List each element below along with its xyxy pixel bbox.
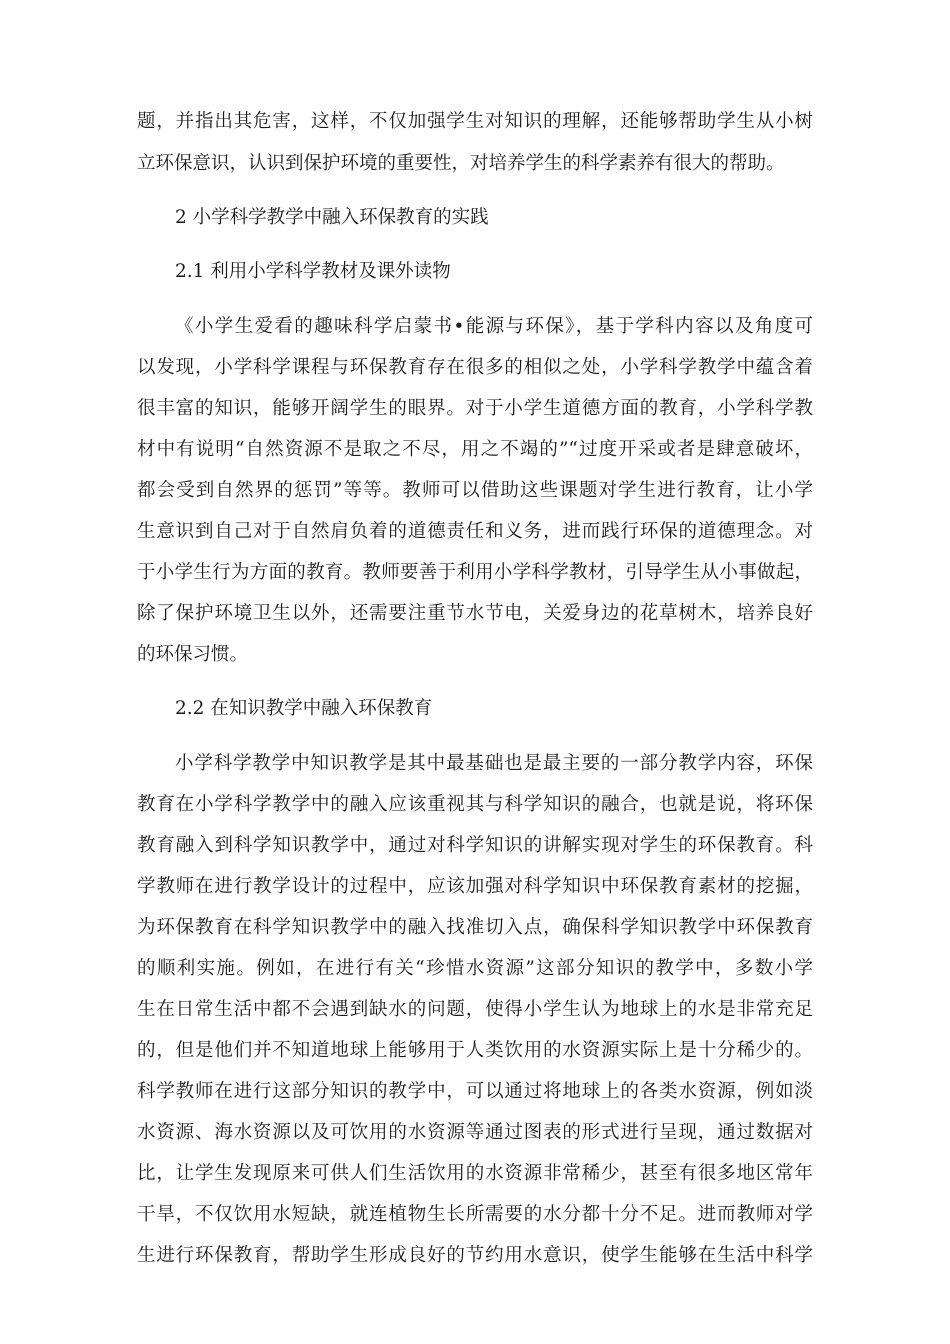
paragraph-line: 干旱，不仅饮用水短缺，就连植物生长所需要的水分都十分不足。进而教师对学 bbox=[137, 1204, 813, 1225]
paragraph-line: 教育在小学科学教学中的融入应该重视其与科学知识的融合，也就是说，将环保 bbox=[137, 794, 813, 815]
paragraph-line: 为环保教育在科学知识教学中的融入找准切入点，确保科学知识教学中环保教育 bbox=[137, 917, 813, 938]
paragraph-line: 的环保习惯。 bbox=[137, 644, 249, 665]
paragraph-line: 科学教师在进行这部分知识的教学中，可以通过将地球上的各类水资源，例如淡 bbox=[137, 1081, 813, 1102]
paragraph-line: 生在日常生活中都不会遇到缺水的问题，使得小学生认为地球上的水是非常充足 bbox=[137, 999, 813, 1020]
paragraph-line: 立环保意识，认识到保护环境的重要性，对培养学生的科学素养有很大的帮助。 bbox=[137, 153, 785, 174]
paragraph-line: 以发现，小学科学课程与环保教育存在很多的相似之处，小学科学教学中蕴含着 bbox=[137, 357, 813, 378]
paragraph-line: 生意识到自己对于自然肩负着的道德责任和义务，进而践行环保的道德理念。对 bbox=[137, 521, 813, 542]
paragraph-line: 教育融入到科学知识教学中，通过对科学知识的讲解实现对学生的环保教育。科 bbox=[137, 835, 813, 856]
paragraph-line: 的，但是他们并不知道地球上能够用于人类饮用的水资源实际上是十分稀少的。 bbox=[137, 1040, 813, 1061]
subsection-heading: 2.1 利用小学科学教材及课外读物 bbox=[175, 261, 451, 282]
paragraph-line: 材中有说明“自然资源不是取之不尽，用之不竭的”“过度开采或者是肆意破坏， bbox=[137, 439, 813, 460]
paragraph-line: 比，让学生发现原来可供人们生活饮用的水资源非常稀少，甚至有很多地区常年 bbox=[137, 1163, 813, 1184]
paragraph-line: 水资源、海水资源以及可饮用的水资源等通过图表的形式进行呈现，通过数据对 bbox=[137, 1122, 813, 1143]
paragraph-line: 都会受到自然界的惩罚”等等。教师可以借助这些课题对学生进行教育，让小学 bbox=[137, 480, 813, 501]
paragraph-line: 生进行环保教育，帮助学生形成良好的节约用水意识，使学生能够在生活中科学 bbox=[137, 1245, 813, 1266]
subsection-heading: 2.2 在知识教学中融入环保教育 bbox=[175, 698, 433, 719]
paragraph-line: 题，并指出其危害，这样，不仅加强学生对知识的理解，还能够帮助学生从小树 bbox=[137, 111, 813, 132]
paragraph-line: 的顺利实施。例如，在进行有关“珍惜水资源”这部分知识的教学中，多数小学 bbox=[137, 958, 813, 979]
paragraph-line: 《小学生爱看的趣味科学启蒙书•能源与环保》，基于学科内容以及角度可 bbox=[175, 316, 813, 337]
paragraph-line: 于小学生行为方面的教育。教师要善于利用小学科学教材，引导学生从小事做起， bbox=[137, 562, 813, 583]
paragraph-line: 除了保护环境卫生以外，还需要注重节水节电，关爱身边的花草树木，培养良好 bbox=[137, 603, 813, 624]
paragraph-line: 小学科学教学中知识教学是其中最基础也是最主要的一部分教学内容，环保 bbox=[175, 753, 813, 774]
paragraph-line: 学教师在进行教学设计的过程中，应该加强对科学知识中环保教育素材的挖掘， bbox=[137, 876, 813, 897]
paragraph-line: 很丰富的知识，能够开阔学生的眼界。对于小学生道德方面的教育，小学科学教 bbox=[137, 398, 813, 419]
section-heading: 2 小学科学教学中融入环保教育的实践 bbox=[175, 207, 489, 228]
